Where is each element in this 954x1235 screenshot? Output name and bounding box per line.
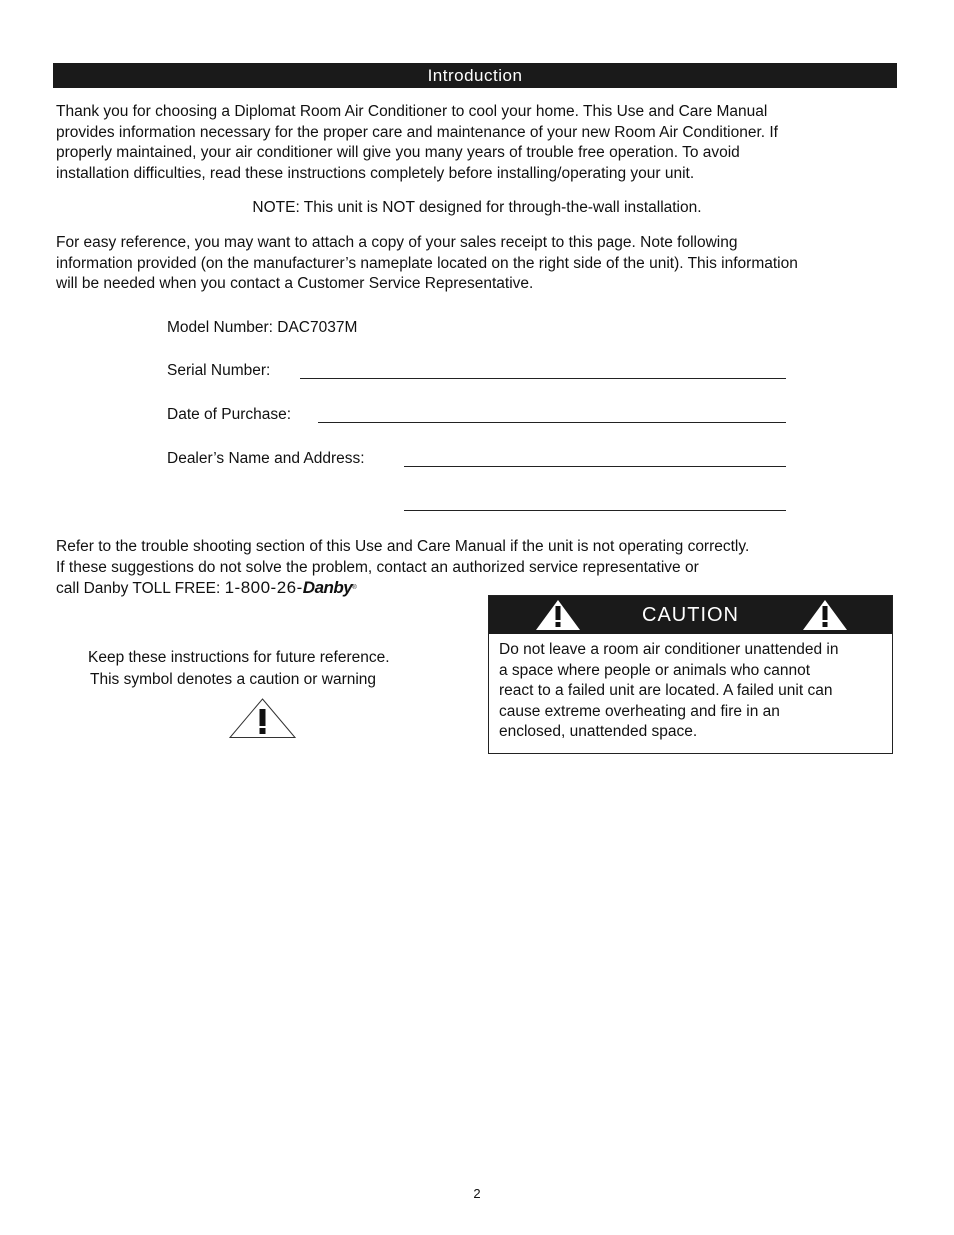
caution-text — [499, 640, 889, 743]
dealer-line-1 — [404, 466, 786, 467]
warning-triangle-icon — [802, 599, 848, 631]
date-of-purchase-label: Date of Purchase: — [167, 406, 292, 423]
reference-line: will be needed when you contact a Customer Service Representative. — [56, 275, 534, 292]
troubleshoot-line: If these suggestions do not solve the problem, contact an authorized service representative or — [56, 558, 699, 576]
caution-header — [489, 596, 892, 634]
caution-box — [488, 595, 893, 754]
intro-line: properly maintained, your air conditioner will give you many years of trouble free operation. To avoid — [56, 144, 740, 161]
phone-number: 1-800-26- — [224, 578, 303, 597]
intro-paragraph — [56, 102, 896, 184]
serial-number-line — [300, 378, 786, 379]
model-number: Model Number: DAC7037M — [167, 319, 358, 336]
intro-line: installation difficulties, read these instructions completely before installing/operating your unit. — [56, 164, 695, 182]
installation-note: NOTE: This unit is NOT designed for through-the-wall installation. — [252, 199, 702, 216]
intro-line: provides information necessary for the proper care and maintenance of your new Room Air Conditioner. If — [56, 123, 778, 141]
dealer-line-2 — [404, 510, 786, 511]
page-number: 2 — [473, 1186, 481, 1201]
caution-line: react to a failed unit are located. A failed unit can — [499, 682, 833, 700]
keep-instructions — [88, 647, 390, 691]
troubleshoot-paragraph — [56, 537, 896, 600]
toll-free-label: call Danby TOLL FREE: — [56, 580, 221, 597]
date-of-purchase-line — [318, 422, 786, 423]
reference-line: information provided (on the manufacturer’s nameplate located on the right side of the unit). This information — [56, 254, 798, 272]
caution-line: Do not leave a room air conditioner unattended in — [499, 641, 839, 658]
keep-line-1: Keep these instructions for future reference. — [88, 649, 390, 666]
registered-mark: ® — [352, 585, 357, 591]
troubleshoot-line: Refer to the trouble shooting section of this Use and Care Manual if the unit is not operating correctly. — [56, 538, 750, 555]
intro-line: Thank you for choosing a Diplomat Room Air Conditioner to cool your home. This Use and Care Manual — [56, 103, 768, 120]
dealer-label: Dealer’s Name and Address: — [167, 450, 365, 467]
caution-line: enclosed, unattended space. — [499, 723, 698, 741]
section-title: Introduction — [427, 66, 523, 85]
caution-title: CAUTION — [642, 604, 739, 626]
caution-line: cause extreme overheating and fire in an — [499, 702, 780, 720]
danby-logo: Danby — [302, 578, 353, 597]
caution-line: a space where people or animals who cannot — [499, 661, 811, 679]
warning-triangle-icon — [229, 698, 296, 739]
serial-number-label: Serial Number: — [167, 362, 271, 379]
reference-paragraph — [56, 233, 896, 295]
keep-line-2: This symbol denotes a caution or warning — [90, 671, 377, 688]
section-header — [53, 63, 897, 88]
reference-line: For easy reference, you may want to attach a copy of your sales receipt to this page. Note following — [56, 234, 738, 251]
